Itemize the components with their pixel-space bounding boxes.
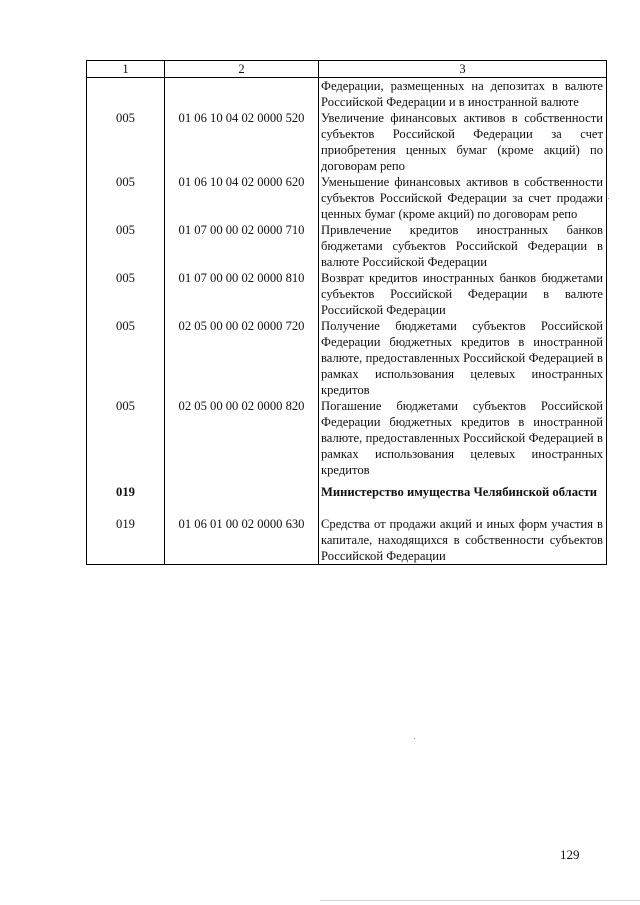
column-header-3: 3 — [319, 61, 607, 78]
scan-speck — [608, 198, 609, 199]
admin-code: 005 — [87, 174, 165, 222]
table-row — [87, 110, 607, 174]
column-header-1: 1 — [87, 61, 165, 78]
table-row-ministry — [87, 478, 607, 516]
table-row — [87, 516, 607, 565]
classification-code: 01 06 01 00 02 0000 630 — [165, 516, 319, 565]
table-row — [87, 222, 607, 270]
description: Получение бюджетами субъектов Российской Федерации бюджетных кредитов в иностранной валюте, предоставленных Российской Федерацией в рамках использования целевых иностранных кредитов — [319, 318, 607, 398]
admin-code: 005 — [87, 318, 165, 398]
description: Погашение бюджетами субъектов Российской Федерации бюджетных кредитов в иностранной валюте, предоставленных Российской Федерацией в рамках использования целевых иностранных кредитов — [319, 398, 607, 478]
classification-code — [165, 478, 319, 516]
scan-speck — [414, 738, 415, 739]
table-row — [87, 398, 607, 478]
admin-code: 005 — [87, 110, 165, 174]
column-header-2: 2 — [165, 61, 319, 78]
page-number: 129 — [560, 847, 580, 862]
description: Уменьшение финансовых активов в собственности субъектов Российской Федерации за счет продажи ценных бумаг (кроме акций) по договорам репо — [319, 174, 607, 222]
admin-code: 005 — [87, 398, 165, 478]
table-row — [87, 270, 607, 318]
table-row — [87, 318, 607, 398]
classification-code: 02 05 00 00 02 0000 820 — [165, 398, 319, 478]
admin-code: 019 — [87, 478, 165, 516]
table-row — [87, 174, 607, 222]
description: Привлечение кредитов иностранных банков бюджетами субъектов Российской Федерации в валюте Российской Федерации — [319, 222, 607, 270]
admin-code: 005 — [87, 222, 165, 270]
admin-code: 019 — [87, 516, 165, 565]
scan-edge-line — [320, 900, 640, 901]
continuation-text: Федерации, размещенных на депозитах в валюте Российской Федерации и в иностранной валюте — [319, 78, 607, 111]
classification-code: 01 06 10 04 02 0000 620 — [165, 174, 319, 222]
budget-code-table — [86, 60, 607, 565]
table-row-continuation — [87, 78, 607, 111]
ministry-heading: Министерство имущества Челябинской области — [319, 478, 607, 516]
description: Возврат кредитов иностранных банков бюджетами субъектов Российской Федерации в валюте Российской Федерации — [319, 270, 607, 318]
description: Увеличение финансовых активов в собственности субъектов Российской Федерации за счет приобретения ценных бумаг (кроме акций) по договорам репо — [319, 110, 607, 174]
classification-code: 01 07 00 00 02 0000 810 — [165, 270, 319, 318]
classification-code: 01 06 10 04 02 0000 520 — [165, 110, 319, 174]
admin-code: 005 — [87, 270, 165, 318]
classification-code: 02 05 00 00 02 0000 720 — [165, 318, 319, 398]
table-header-row — [87, 61, 607, 78]
description: Средства от продажи акций и иных форм участия в капитале, находящихся в собственности субъектов Российской Федерации — [319, 516, 607, 565]
classification-code: 01 07 00 00 02 0000 710 — [165, 222, 319, 270]
